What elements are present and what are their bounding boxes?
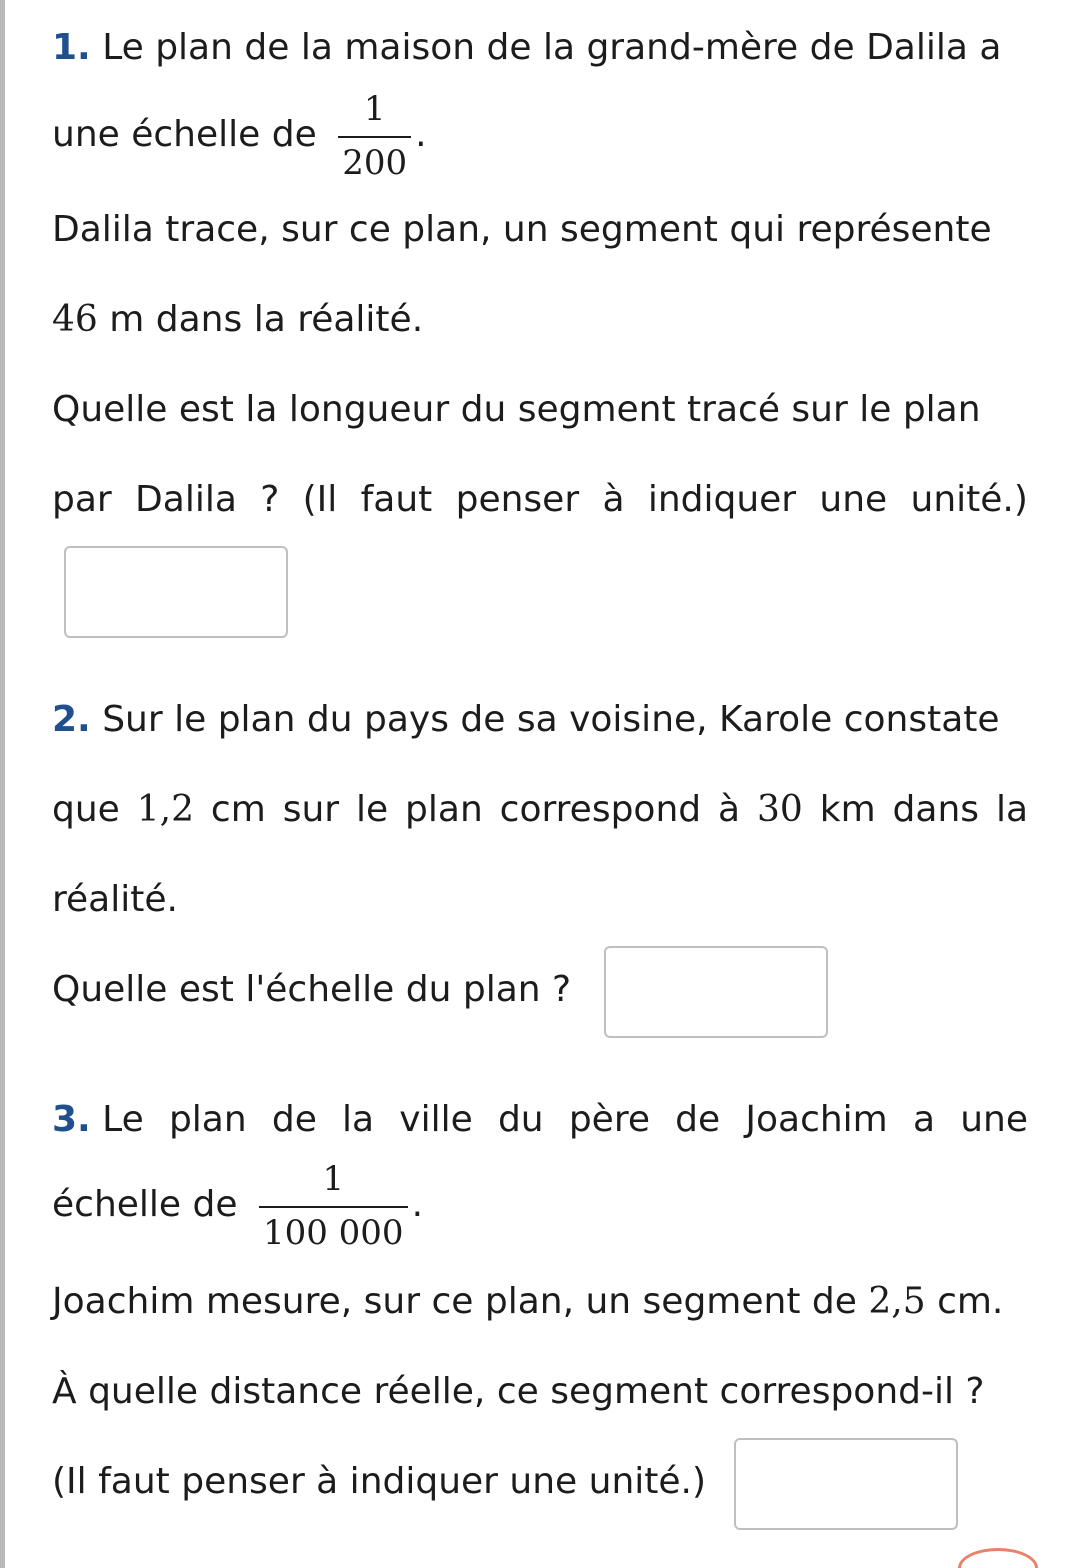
q1-w3: ? (260, 479, 280, 520)
q3-value-1: 2,5 (868, 1281, 926, 1322)
q2-text-1: Sur le plan du pays de sa voisine, Karole constate (102, 699, 1000, 740)
q3-scale-fraction (259, 1158, 408, 1254)
q3-number: 3. (52, 1099, 91, 1140)
q1-w4: (Il (302, 479, 338, 520)
q1-scale-prefix: une échelle de (52, 114, 317, 155)
q3-line-3 (52, 1280, 1028, 1324)
q3-text-3b: cm. (925, 1281, 1004, 1322)
q3-scale-numerator: 1 (322, 1159, 345, 1199)
q2-value-2: 30 (757, 789, 803, 830)
q3-line-2 (52, 1158, 1028, 1254)
q1-scale-numerator: 1 (363, 89, 386, 129)
q3-text-3a: Joachim mesure, sur ce plan, un segment de (52, 1281, 869, 1322)
q1-w10: unité.) (910, 479, 1028, 520)
q1-line-5: Quelle est la longueur du segment tracé sur le plan (52, 389, 981, 430)
q1-line-6 (52, 478, 1028, 522)
q1-text-1: Le plan de la maison de la grand-mère de Dalila a (102, 27, 1002, 68)
q3-scale-denominator: 100 000 (259, 1206, 408, 1254)
q1-number: 1. (52, 27, 91, 68)
q1-w8: indiquer (647, 479, 797, 520)
q1-line-1 (52, 26, 1028, 70)
q2-line-3: réalité. (52, 879, 178, 920)
q1-scale-fraction (338, 88, 411, 184)
q2-value-1: 1,2 (136, 789, 194, 830)
q1-line-4 (52, 298, 1028, 342)
q2-line-2: que 1,2 cm sur le plan correspond à 30 km dans la (52, 789, 1028, 830)
q3-line-4: À quelle distance réelle, ce segment correspond-il ? (52, 1371, 985, 1412)
q1-w5: faut (360, 479, 433, 520)
q1-w1: par (52, 479, 112, 520)
q1-value-rest: m dans la réalité. (97, 299, 424, 340)
q1-scale-denominator: 200 (338, 136, 411, 184)
q3-period: . (411, 1184, 424, 1225)
q1-line-3: Dalila trace, sur ce plan, un segment qui représente (52, 209, 992, 250)
q2-number: 2. (52, 699, 91, 740)
q2-line-1 (52, 698, 1028, 742)
q1-line-2 (52, 88, 1028, 184)
partial-circle-decoration (958, 1548, 1038, 1568)
q1-w2: Dalila (135, 479, 237, 520)
q1-w9: une (819, 479, 888, 520)
left-border-bar (0, 0, 5, 1568)
q1-w6: penser (455, 479, 580, 520)
q3-line-5: (Il faut penser à indiquer une unité.) (52, 1461, 707, 1502)
q1-period: . (415, 114, 427, 155)
q3-scale-prefix: échelle de (52, 1184, 238, 1225)
q2-question: Quelle est l'échelle du plan ? (52, 969, 572, 1010)
q1-value: 46 (52, 299, 98, 340)
q3-answer-input[interactable] (734, 1438, 958, 1530)
q2-answer-input[interactable] (604, 946, 828, 1038)
q3-line-1: 3. Le plan de la ville du père de Joachim a une (52, 1099, 1028, 1140)
q1-w7: à (602, 479, 625, 520)
q1-answer-input[interactable] (64, 546, 288, 638)
